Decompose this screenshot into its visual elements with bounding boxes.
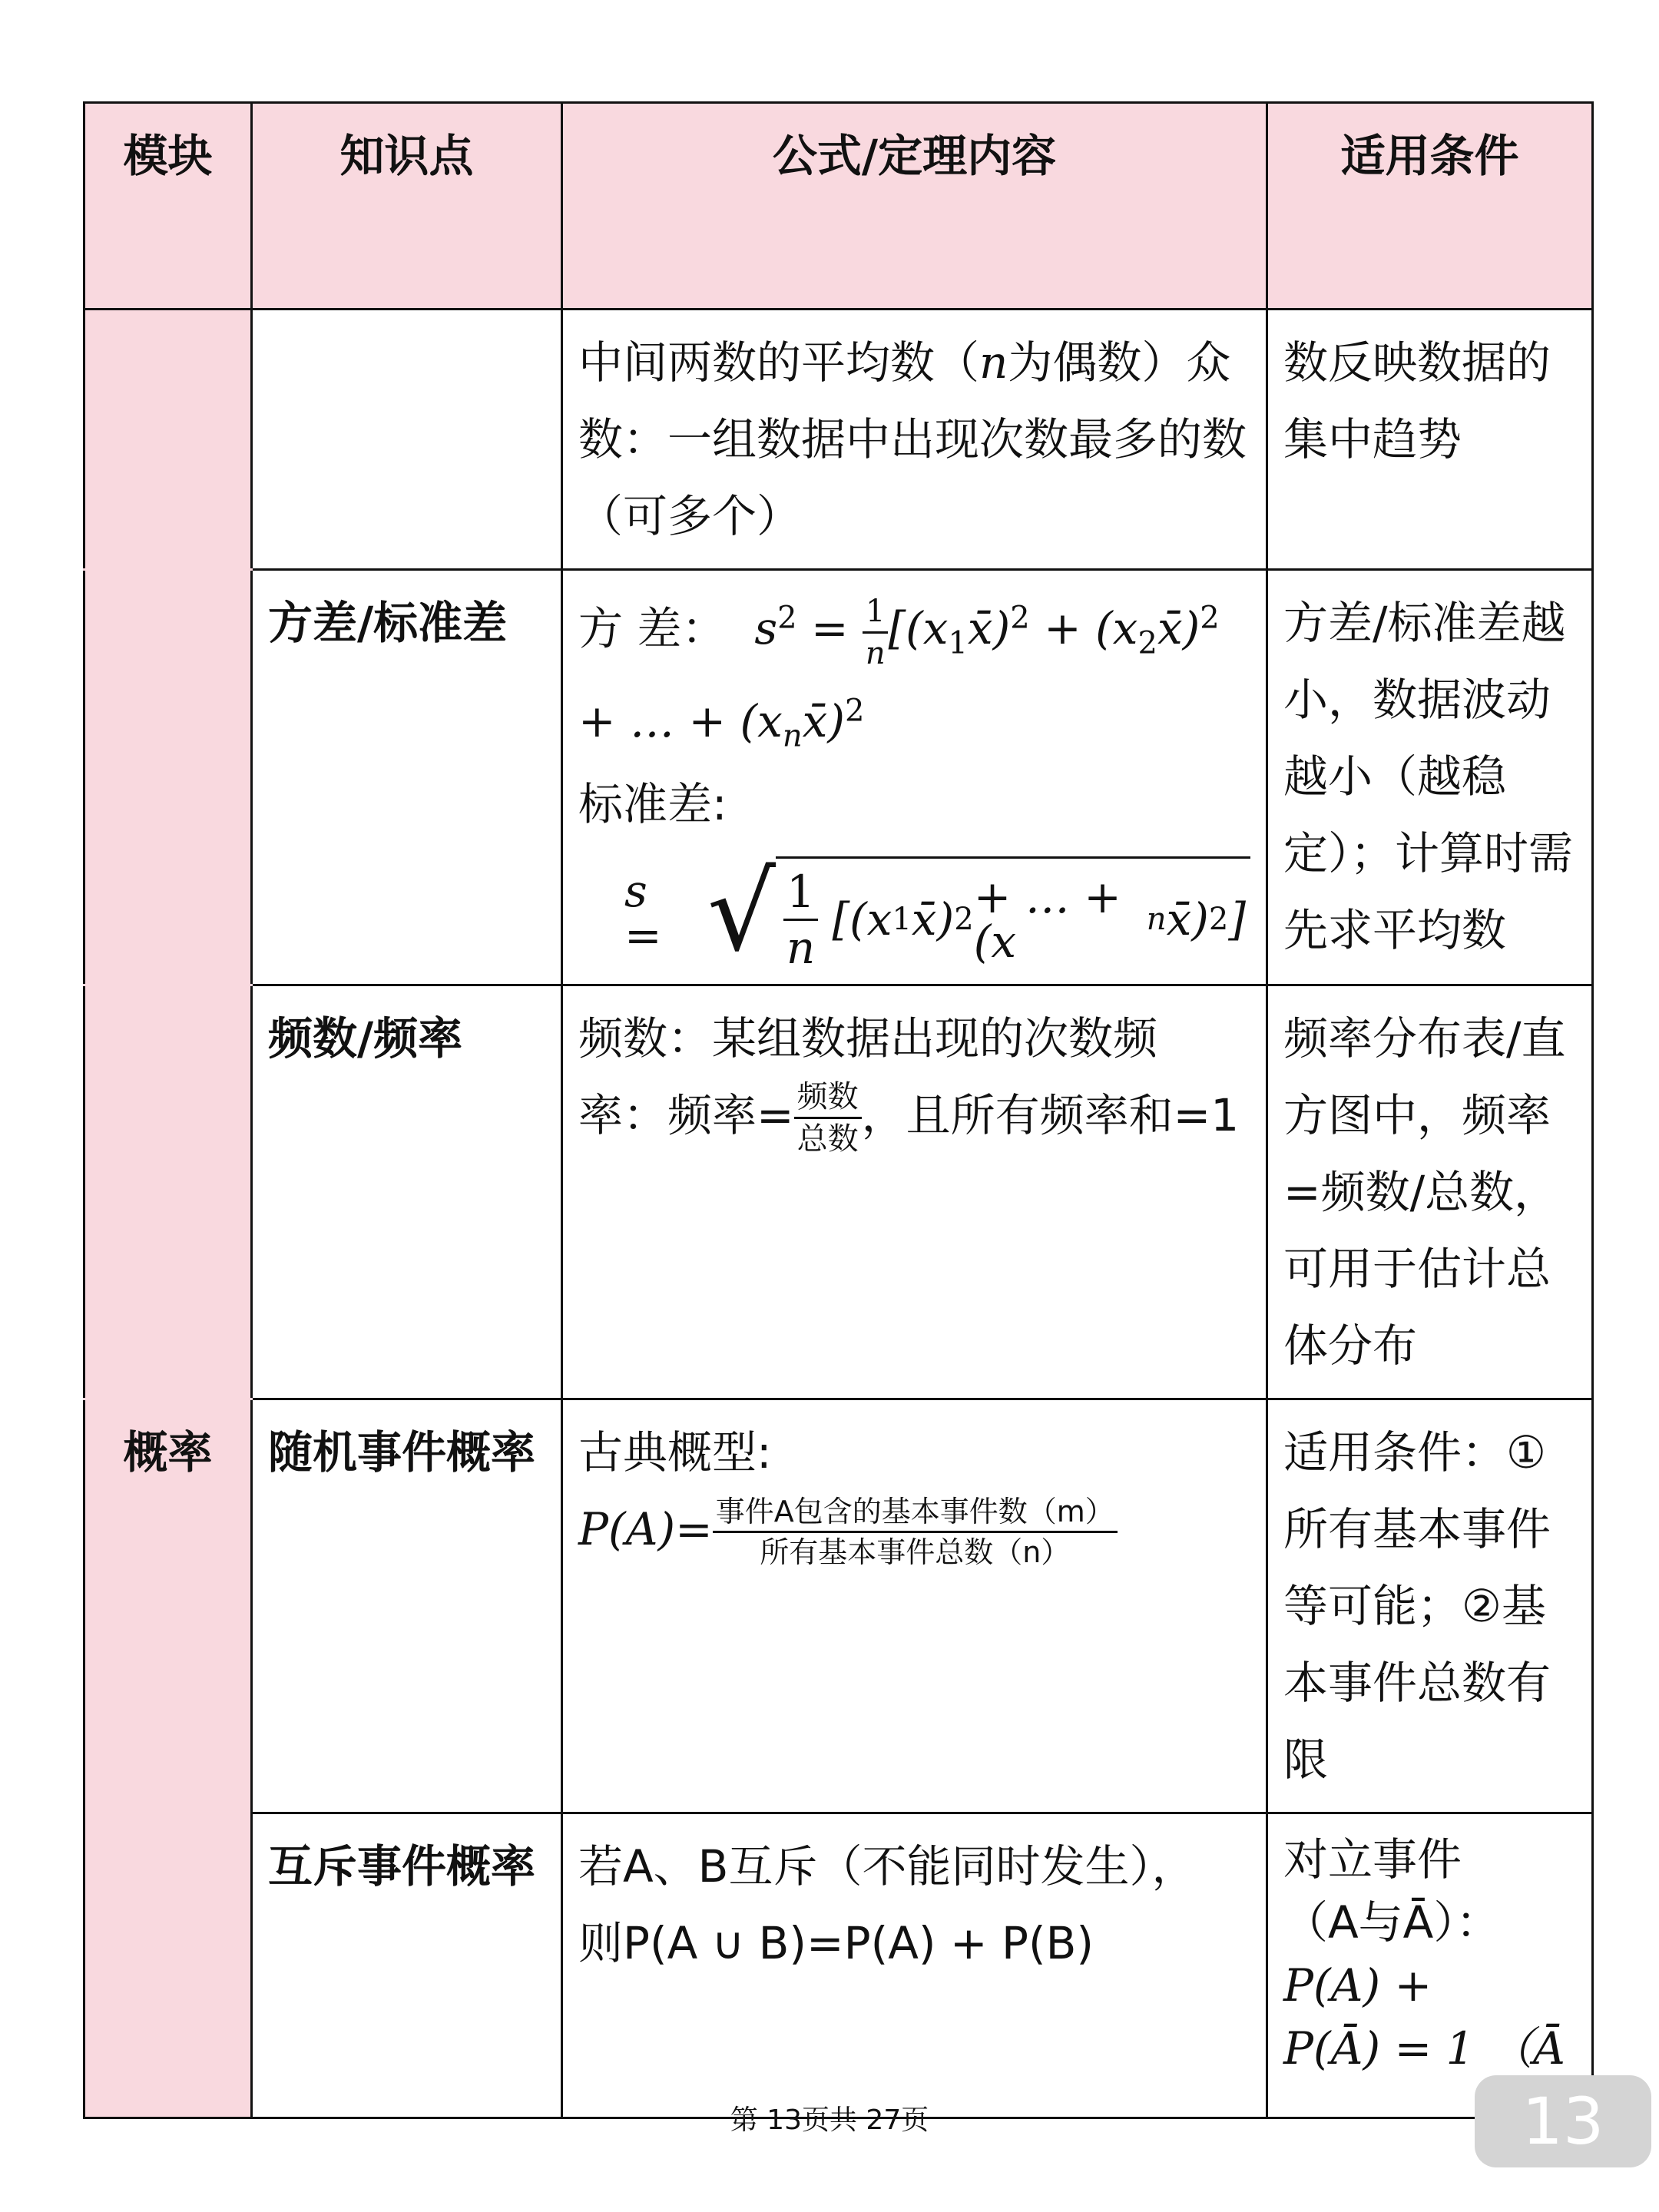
opposite-line-4: P(Ā) = 1 （Ā [1283, 2022, 1565, 2075]
header-formula-content: 公式/定理内容 [562, 103, 1267, 310]
table-row [84, 1399, 1593, 1813]
module-cell-probability: 概率 [84, 1399, 252, 2118]
point-cell: 方差/标准差 [252, 570, 562, 985]
point-cell [252, 310, 562, 570]
mutex-line-2: 则P(A ∪ B)=P(A) + P(B) [578, 1916, 1094, 1969]
formula-table [83, 101, 1594, 2119]
table-row [84, 1813, 1593, 2118]
module-cell [84, 310, 252, 570]
classical-label: 古典概型: [578, 1426, 772, 1479]
frequency-prefix: 率：频率= [578, 1088, 794, 1141]
variance-formula: $s^2$ = $\frac{1}{n}$ [$(x_1x̄)^2$ + $(x_2x̄)^2$ + … + $(x_nx̄)^2$ [578, 593, 1220, 754]
point-cell: 随机事件概率 [252, 1399, 562, 1813]
fraction-denominator: 所有基本事件总数（n） [760, 1535, 1071, 1570]
table-header-row [84, 103, 1593, 310]
frequency-suffix: ，且所有频率和=1 [861, 1088, 1240, 1141]
point-cell: 互斥事件概率 [252, 1813, 562, 2118]
opposite-line-1: 对立事件 [1283, 1833, 1462, 1886]
frequency-line-1: 频数：某组数据出现的次数频 [578, 1012, 1158, 1065]
header-module: 模块 [84, 103, 252, 310]
content-cell [562, 985, 1267, 1399]
classical-fraction [713, 1495, 1118, 1570]
frequency-fraction [794, 1079, 862, 1157]
content-cell [562, 1399, 1267, 1813]
formula-lhs: P(A)= [578, 1502, 713, 1555]
std-label: 标准差: [578, 777, 727, 830]
frequency-line-2 [578, 1077, 1250, 1157]
header-knowledge-point: 知识点 [252, 103, 562, 310]
table-row [84, 985, 1593, 1399]
std-formula: s = √ $\frac{1}{n}$ [(x 1 x̄) 2 + … + (x n x̄) 2 ] [624, 856, 1250, 970]
median-text-2: 为偶数）众数：一组数据中出现次数最多的数（可多个） [578, 336, 1247, 542]
fraction-numerator: 频数 [794, 1081, 862, 1119]
opposite-line-2: （A与Ā）： [1283, 1896, 1501, 1949]
module-cell [84, 570, 252, 985]
page-footer: 第 13页共 27页 [730, 2104, 929, 2136]
header-conditions: 适用条件 [1267, 103, 1593, 310]
opposite-line-3: P(A) + [1283, 1959, 1432, 2012]
classical-formula [578, 1491, 1250, 1568]
variance-label: 方 差： [578, 602, 727, 655]
condition-cell [1267, 1813, 1593, 2118]
condition-cell: 数反映数据的集中趋势 [1267, 310, 1593, 570]
page-number-badge: 13 [1475, 2075, 1651, 2167]
content-cell [562, 570, 1267, 985]
content-cell [562, 1813, 1267, 2118]
mutex-line-1: 若A、B互斥（不能同时发生）， [578, 1839, 1197, 1892]
condition-cell: 适用条件：①所有基本事件等可能；②基本事件总数有限 [1267, 1399, 1593, 1813]
median-text-1: 中间两数的平均数（ [578, 336, 980, 389]
content-cell [562, 310, 1267, 570]
module-cell [84, 985, 252, 1399]
n-symbol: n [979, 336, 1008, 389]
fraction-numerator: 事件A包含的基本事件数（m） [713, 1497, 1118, 1533]
condition-cell: 频率分布表/直方图中，频率=频数/总数，可用于估计总体分布 [1267, 985, 1593, 1399]
fraction-denominator: 总数 [796, 1121, 859, 1157]
table-row [84, 570, 1593, 985]
condition-cell: 方差/标准差越小，数据波动越小（越稳定）；计算时需先求平均数 [1267, 570, 1593, 985]
table-row [84, 310, 1593, 570]
point-cell: 频数/频率 [252, 985, 562, 1399]
variance-line [578, 584, 1250, 770]
